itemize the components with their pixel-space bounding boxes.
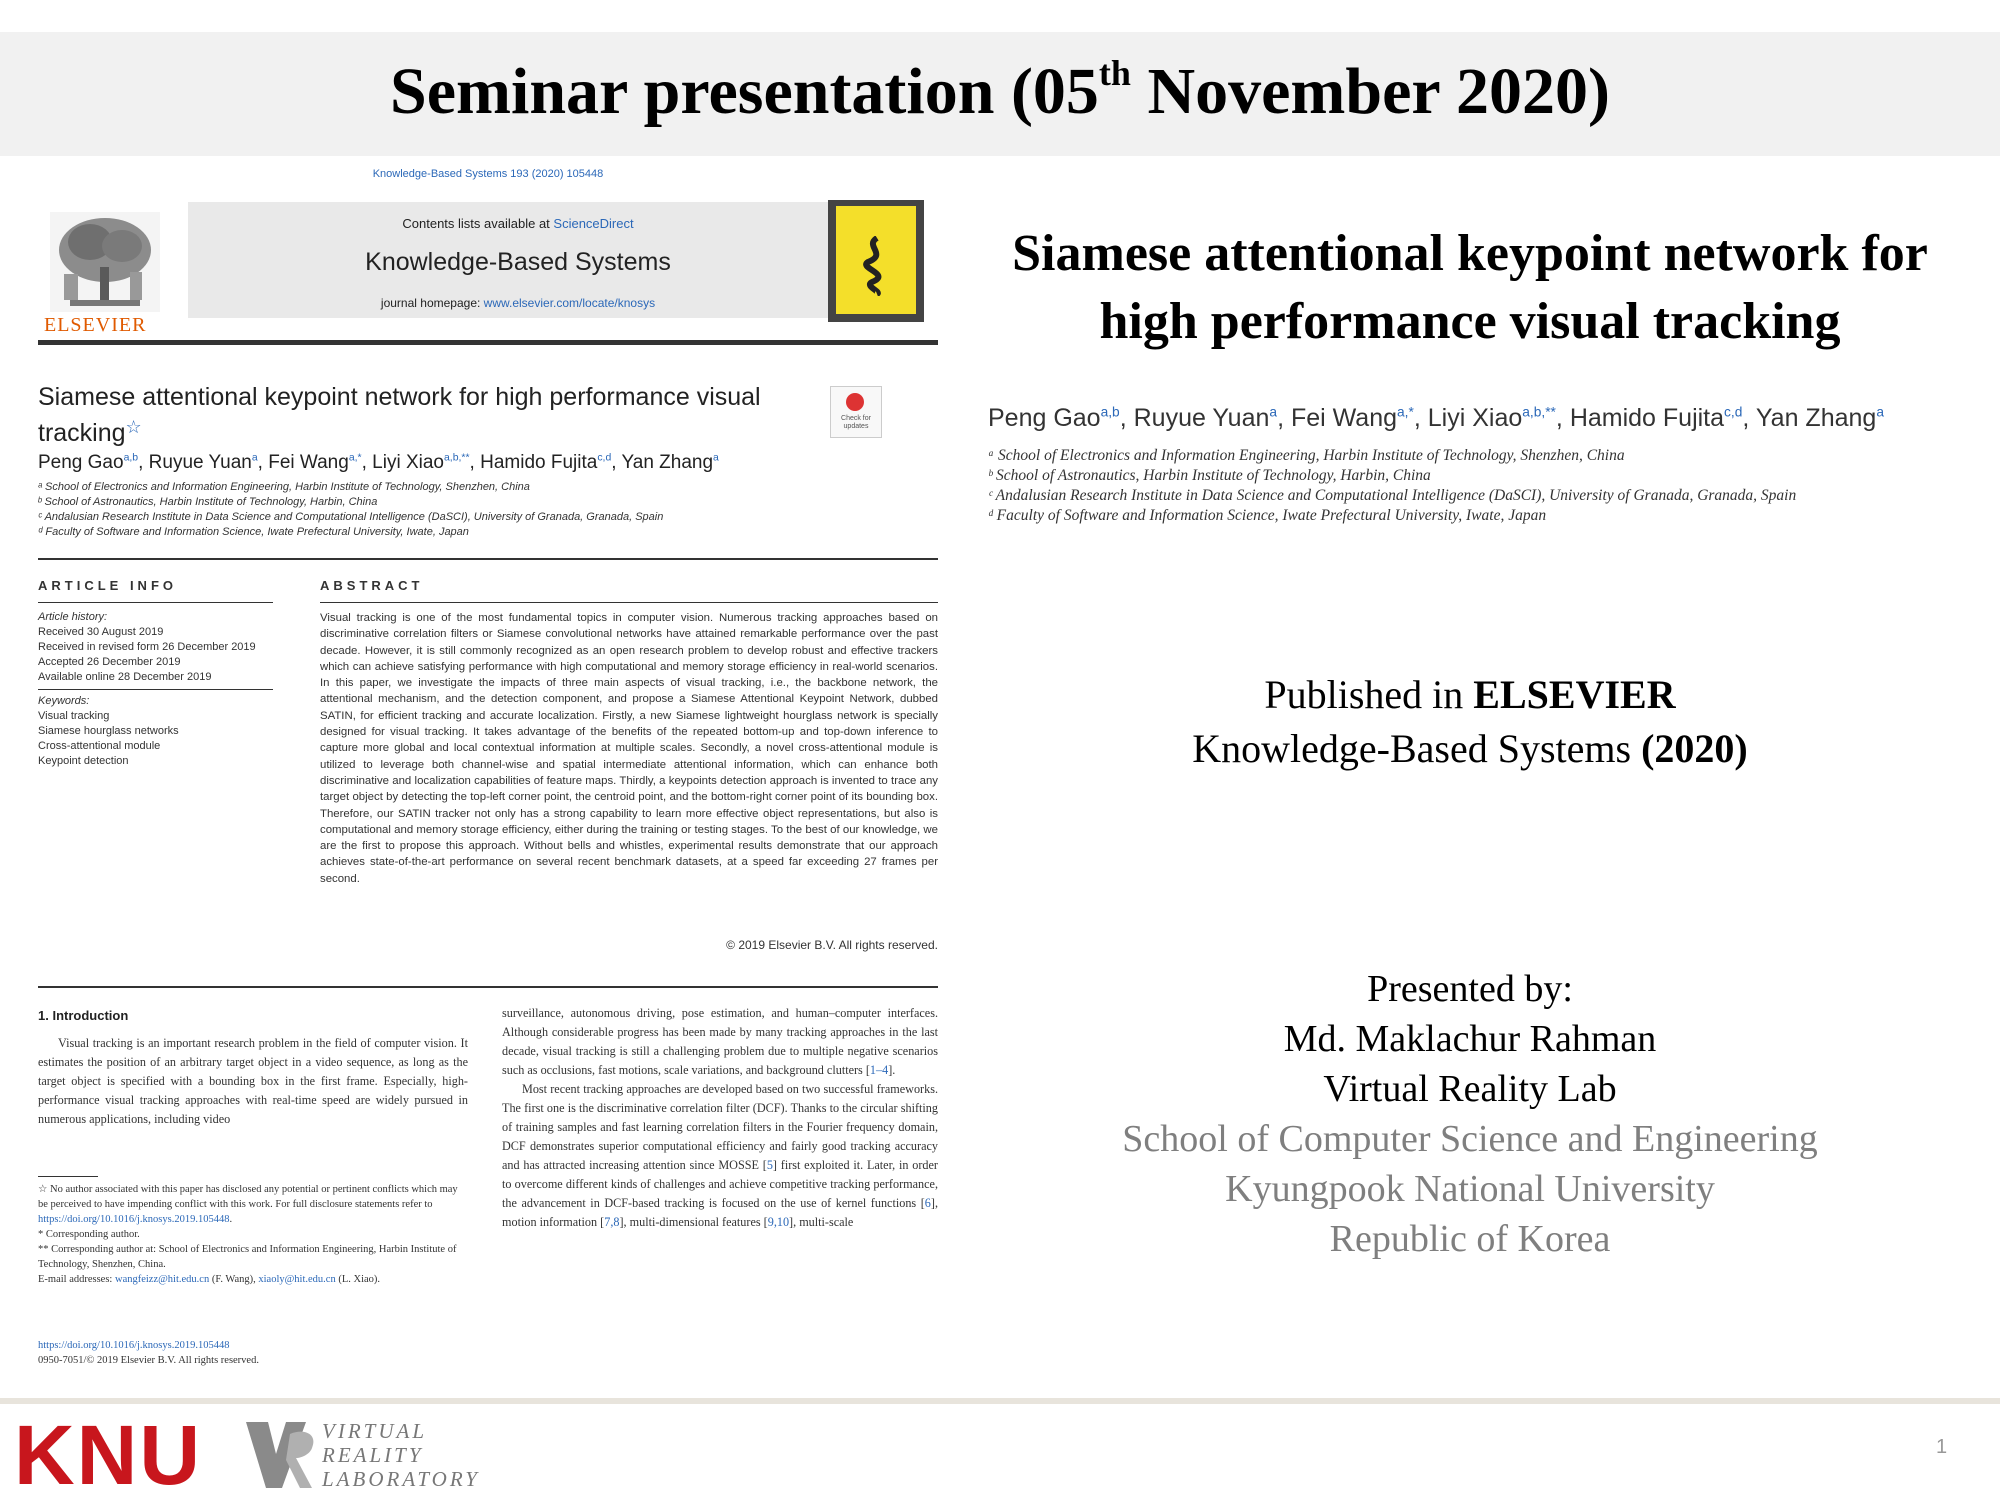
summary-authors: Peng Gao$^{a,b}$, Ruyue Yuan$^a$, Fei Wang$^{a,*}$, Liyi Xiao$^{a,b,**}$, Hamido Fujita$^{c,d}$, Yan Zhang$^a$ bbox=[988, 404, 1884, 432]
elsevier-wordmark: ELSEVIER bbox=[44, 314, 147, 336]
slide-title: Seminar presentation (05th November 2020) bbox=[390, 53, 1610, 128]
intro-left-column: Visual tracking is an important research problem in the field of computer vision. It estimates the position of an arbitrary target object in a video sequence, as long as the target object is specified with a bounding box in the first frame. Especially, high-performance visual tracking approaches with real-time speed are widely pursued in numerous applications, including video bbox=[38, 1036, 468, 1126]
presenter-info bbox=[960, 964, 1980, 1264]
knu-vr-lab-logo bbox=[14, 1414, 484, 1492]
check-for-updates-badge[interactable]: Check for updates bbox=[830, 386, 882, 438]
contents-line: Contents lists available at ScienceDirect bbox=[402, 216, 634, 231]
summary-title: Siamese attentional keypoint network for high performance visual tracking bbox=[1012, 225, 1928, 350]
cover-art-icon bbox=[858, 236, 896, 296]
presented-by-label: Presented by: bbox=[1367, 968, 1573, 1010]
vr-emblem-icon bbox=[246, 1422, 313, 1488]
abstract-text: Visual tracking is one of the most fundamental topics in computer vision. Numerous tracking approaches based on discriminative correlation filters or Siamese convolutional networks have attained remarkable performance over the past decade. However, it is still commonly recognized as an open research problem to develop robust and effective trackers which can achieve satisfying performance with high computational and memory storage efficiency in real-world scenarios. In this paper, we investigate the impacts of three main aspects of visual tracking, i.e., the backbone network, the attentional mechanism, and the detection component, and propose a Siamese Attentional Keypoint Network, dubbed SATIN, for efficient tracking and accurate localization. Firstly, a new Siamese lightweight hourglass network is specially designed for visual tracking. It takes advantage of the benefits of the repeated bottom-up and top-down inference to capture more global and local contextual information at multiple scales. Secondly, a novel cross-attentional module is utilized to leverage both channel-wise and spatial intermediate attentional information, which can enhance both discriminative and localization capabilities of feature maps. Thirdly, a keypoints detection approach is invented to trace any target object by detecting the top-left corner point, the centroid point, and the bottom-right corner point of its bounding box. Therefore, our SATIN tracker not only has a strong capability to learn more effective object representations, but also is computational and memory storage efficiency, either during the training or testing stages. To the best of our knowledge, we are the first to propose this approach. Without bells and whistles, experimental results demonstrate that our approach achieves state-of-the-art performance on several recent benchmark datasets, at a speed far exceeding 27 frames per second. bbox=[320, 612, 938, 885]
journal-citation: Knowledge-Based Systems 193 (2020) 105448 bbox=[372, 168, 604, 180]
country-name: Republic of Korea bbox=[1329, 1218, 1611, 1260]
abstract-heading: ABSTRACT bbox=[320, 578, 424, 593]
presenter-name: Md. Maklachur Rahman bbox=[1283, 1018, 1657, 1060]
journal-homepage: journal homepage: www.elsevier.com/locate/knosys bbox=[380, 296, 656, 310]
elsevier-logo bbox=[40, 208, 176, 338]
footnote-rule bbox=[38, 1176, 98, 1177]
bookmark-icon bbox=[846, 393, 864, 411]
article-info: Article history: Received 30 August 2019 Received in revised form 26 December 2019 Accepted 26 December 2019 Available online 28 December 2019 Keywords: Visual tracking Siamese hourglass networks Cross-attentional module Keypoint detection bbox=[38, 610, 273, 769]
article-info-heading: ARTICLE INFO bbox=[38, 578, 177, 593]
paper-affiliations: ᵃ School of Electronics and Information Engineering, Harbin Institute of Technology, Shenzhen, China ᵇ School of Astronautics, Harbin Institute of Technology, Harbin, China ᶜ Andalusian Research Institute in Data Science and Computational Intelligence (DaSCI), University of Granada, Granada, Spain ᵈ Faculty of Software and Information Science, Iwate Prefectural University, Iwate, Japan bbox=[38, 481, 664, 538]
knu-wordmark: KNU bbox=[14, 1414, 202, 1492]
publication-info: Published in ELSEVIER Knowledge-Based Systems (2020) bbox=[1192, 672, 1748, 771]
paper-first-page bbox=[38, 160, 938, 1380]
elsevier-tree-icon bbox=[50, 212, 160, 312]
page-number: 1 bbox=[1936, 1436, 1948, 1458]
affil-rule bbox=[38, 558, 938, 560]
footer-band bbox=[0, 1398, 2000, 1404]
journal-name: Knowledge-Based Systems bbox=[365, 248, 671, 276]
homepage-link[interactable]: www.elsevier.com/locate/knosys bbox=[483, 296, 656, 310]
paper-authors: Peng Gao$^{a,b}$, Ruyue Yuan$^a$, Fei Wang$^{a,*}$, Liyi Xiao$^{a,b,**}$, Hamido Fujita$^{c,d}$, Yan Zhang$^a$ bbox=[38, 452, 719, 473]
school-name: School of Computer Science and Engineering bbox=[1122, 1118, 1818, 1160]
introduction-heading: 1. Introduction bbox=[38, 1008, 129, 1023]
summary-affiliations: ᵃ School of Electronics and Information Engineering, Harbin Institute of Technology, Shenzhen, China ᵇ School of Astronautics, Harbin Institute of Technology, Harbin, China ᶜ Andalusian Research Institute in Data Science and Computational Intelligence (DaSCI), University of Granada, Granada, Spain ᵈ Faculty of Software and Information Science, Iwate Prefectural University, Iwate, Japan bbox=[988, 447, 1797, 524]
abstract-copyright: © 2019 Elsevier B.V. All rights reserved. bbox=[726, 938, 938, 952]
lab-line-2: REALITY bbox=[322, 1443, 424, 1467]
lab-line-3: LABORATORY bbox=[322, 1467, 480, 1491]
abstract-rule bbox=[320, 602, 938, 603]
paper-doi: https://doi.org/10.1016/j.knosys.2019.105448 0950-7051/© 2019 Elsevier B.V. All rights reserved. bbox=[38, 1340, 259, 1366]
lab-line-1: VIRTUAL bbox=[322, 1419, 427, 1443]
journal-cover bbox=[828, 200, 924, 322]
journal-masthead bbox=[188, 202, 848, 318]
paper-title: Siamese attentional keypoint network for high performance visual tracking☆ bbox=[38, 383, 761, 447]
abstract-bottom-rule bbox=[38, 986, 938, 988]
header-rule bbox=[38, 340, 938, 345]
university-name: Kyungpook National University bbox=[1225, 1168, 1715, 1210]
lab-name: Virtual Reality Lab bbox=[1323, 1068, 1617, 1110]
intro-right-column: surveillance, autonomous driving, pose estimation, and human–computer interfaces. Although considerable progress has been made by many tracking approaches in the last decade, visual tracking is still a challenging problem due to multiple negative scenarios such as occlusions, fast motions, scale variations, and background clutters [1–4]. Most recent tracking approaches are developed based on two successful frameworks. The first one is the discriminative correlation filter (DCF). Thanks to the circular shifting of training samples and fast learning correlation filters in the Fourier frequency domain, DCF demonstrates superior computational efficiency and fairly good tracking accuracy and has attracted increasing attention since MOSSE [5] first exploited it. Later, in order to overcome different kinds of challenges and achieve competitive tracking performance, the advancement in DCF-based tracking is focused on the use of kernel functions [6], motion information [7,8], multi-dimensional features [9,10], multi-scale bbox=[502, 1006, 938, 1229]
info-rule bbox=[38, 602, 273, 603]
sciencedirect-link[interactable]: ScienceDirect bbox=[553, 216, 634, 231]
doi-link[interactable]: https://doi.org/10.1016/j.knosys.2019.105448 bbox=[38, 1214, 230, 1225]
paper-footnotes: ☆ No author associated with this paper has disclosed any potential or pertinent conflicts which may be perceived to have impending conflict with this work. For full disclosure statements refer to https://doi.org/10.1016/j.knosys.2019.105448. * Corresponding author. ** Corresponding author at: School of Electronics and Information Engineering, Harbin Institute of Technology, Shenzhen, China. E-mail addresses: wangfeizz@hit.edu.cn (F. Wang), xiaoly@hit.edu.cn (L. Xiao). bbox=[38, 1184, 458, 1285]
